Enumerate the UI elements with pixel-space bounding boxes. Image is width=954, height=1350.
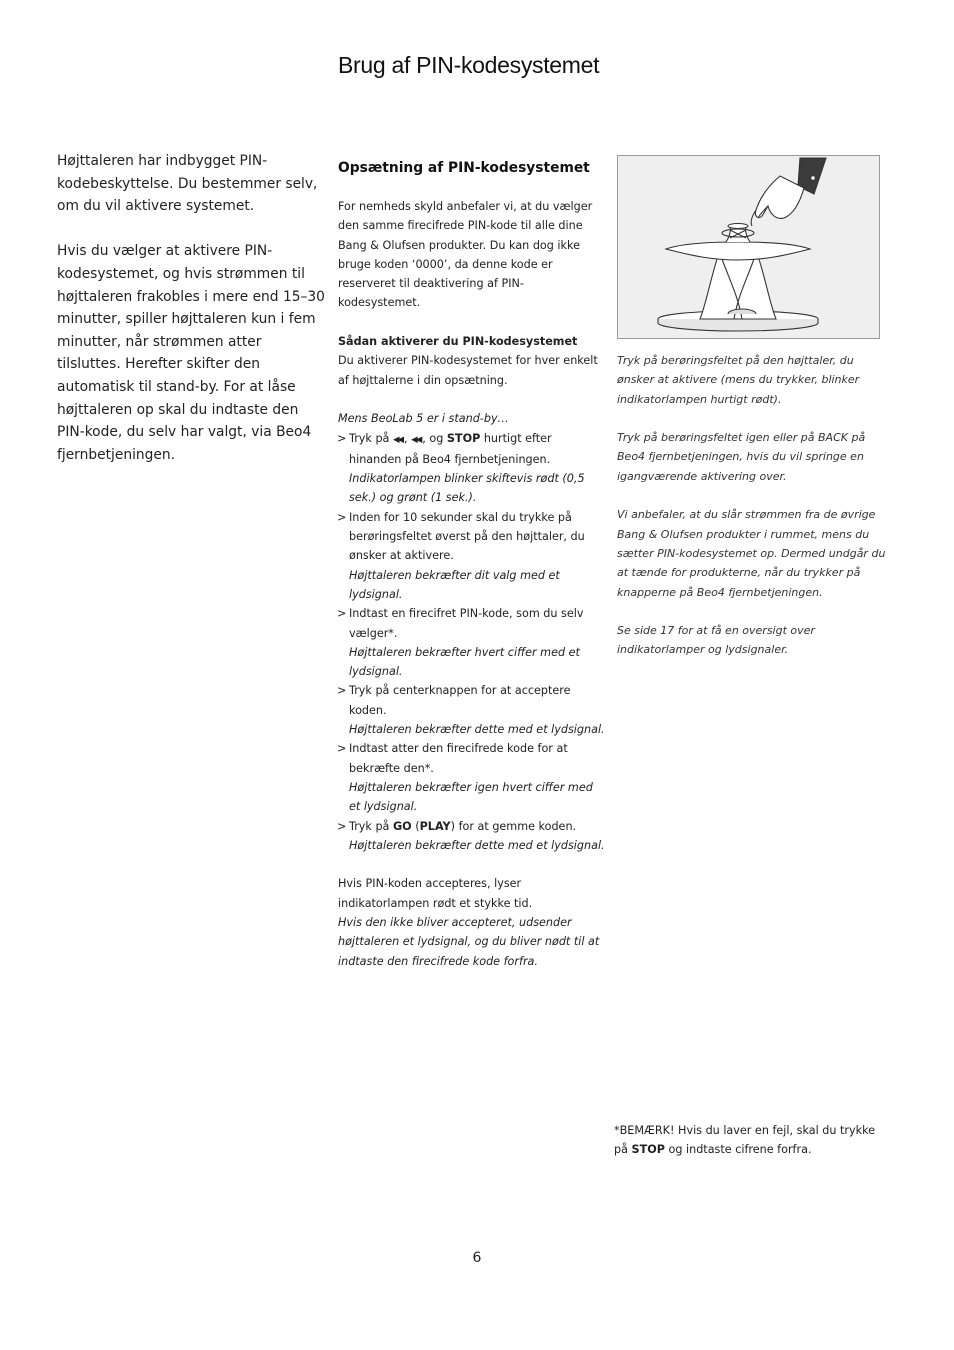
center-button-label: centerknappen [392, 684, 478, 698]
footnote-text: *BEMÆRK! Hvis du laver en fejl, skal du trykke på STOP og indtaste cifrene forfra. [614, 1124, 876, 1156]
footnote [614, 1121, 884, 1159]
reference-tip: Se side 17 for at få en oversigt over indikatorlamper og lydsignaler. [617, 624, 815, 657]
setup-heading: Opsætning af PIN-kodesystemet [338, 160, 590, 176]
accepted-text: Hvis PIN-koden accepteres, lyser indikatorlampen rødt et stykke tid. [338, 877, 533, 910]
step-marker: > [337, 431, 347, 445]
activation-intro: Du aktiverer PIN-kodesystemet for hver enkelt af højttalerne i din opsætning. [338, 354, 598, 387]
go-button-label: GO [392, 819, 412, 833]
step-6: > Tryk på GO (PLAY) for at gemme koden. Højttaleren bekræfter dette med et lydsignal. [338, 817, 606, 856]
step-result: Indikatorlampen blinker skiftevis rødt (0,5 sek.) og grønt (1 sek.). [349, 472, 585, 505]
step-marker: > [337, 510, 347, 524]
skip-tip: Tryk på berøringsfeltet igen eller på BACK på Beo4 fjernbetjeningen, hvis du vil springe en igangværende aktivering over. [617, 431, 866, 483]
step-1: > Tryk på ◀◀ , ◀◀ , og STOP hurtigt efter hinanden på Beo4 fjernbetjeningen. Indikatorlampen blinker skiftevis rødt (0,5 sek.) og grønt (1 sek.). [338, 429, 606, 508]
page-number: 6 [472, 1250, 482, 1266]
power-tip: Vi anbefaler, at du slår strømmen fra de øvrige Bang & Olufsen produkter i rummet, mens du sætter PIN-kodesystemet op. Dermed undgår du at tænde for produkterne, når du trykker på knapperne på Beo4 fjernbetjeningen. [617, 508, 886, 599]
step-marker: > [337, 819, 347, 833]
speaker-touch-icon [618, 156, 879, 338]
stop-button-label: STOP [446, 431, 481, 445]
step-5: > Indtast atter den firecifrede kode for at bekræfte den*. Højttaleren bekræfter igen hvert ciffer med et lydsignal. [338, 739, 606, 816]
intro-paragraph-2: Hvis du vælger at aktivere PIN-kodesystemet, og hvis strømmen til højttaleren frakobles i mere end 15–30 minutter, spiller højttaleren kun i fem minutter, når strømmen atter tilsluttes. Herefter skifter den automatisk til stand-by. For at låse højttaleren op skal du indtaste den PIN-kode, du selv har valgt, via Beo4 fjernbetjeningen. [57, 243, 325, 463]
speaker-illustration [617, 155, 880, 339]
rewind-icon: ◀◀ [411, 434, 421, 445]
intro-section [57, 150, 329, 466]
step-result: Højttaleren bekræfter dette med et lydsignal. [349, 723, 605, 737]
step-marker: > [337, 684, 347, 698]
step-4: > Tryk på centerknappen for at acceptere koden. Højttaleren bekræfter dette med et lydsignal. [338, 681, 606, 739]
standby-label: Mens BeoLab 5 er i stand-by… [338, 412, 509, 426]
step-result: Højttaleren bekræfter dit valg med et lydsignal. [349, 568, 560, 601]
intro-paragraph-1: Højttaleren har indbygget PIN-kodebeskyttelse. Du bestemmer selv, om du vil aktivere systemet. [57, 153, 318, 215]
activation-subheading: Sådan aktiverer du PIN-kodesystemet [338, 335, 578, 349]
step-marker: > [337, 607, 347, 621]
rewind-icon: ◀◀ [392, 434, 403, 445]
step-result: Højttaleren bekræfter hvert ciffer med et lydsignal. [349, 645, 580, 679]
illustration-caption: Tryk på berøringsfeltet på den højttaler, du ønsker at aktivere (mens du trykker, blinker indikatorlampen hurtigt rødt). [617, 354, 860, 406]
setup-recommendation: For nemheds skyld anbefaler vi, at du vælger den samme firecifrede PIN-kode til alle dine Bang & Olufsen produkter. Du kan dog ikke bruge koden ‘0000’, da denne kode er reserveret til deaktivering af PIN-kodesystemet. [338, 200, 593, 310]
step-3: > Indtast en firecifret PIN-kode, som du selv vælger*. Højttaleren bekræfter hvert ciffer med et lydsignal. [338, 604, 606, 681]
step-result: Højttaleren bekræfter dette med et lydsignal. [349, 838, 605, 852]
not-accepted-text: Hvis den ikke bliver accepteret, udsender højttaleren et lydsignal, og du bliver nødt til at indtaste den firecifrede kode forfra. [338, 915, 600, 968]
step-result: Højttaleren bekræfter igen hvert ciffer med et lydsignal. [349, 780, 593, 814]
play-button-label: PLAY [419, 819, 451, 833]
stop-button-label: STOP [631, 1143, 665, 1156]
page-title: Brug af PIN-kodesystemet [338, 52, 600, 78]
setup-section [338, 157, 606, 971]
step-2: > Inden for 10 sekunder skal du trykke på berøringsfeltet øverst på den højttaler, du ønsker at aktivere. Højttaleren bekræfter dit valg med et lydsignal. [338, 508, 606, 604]
sidebar-notes [617, 351, 887, 660]
step-marker: > [337, 742, 347, 756]
